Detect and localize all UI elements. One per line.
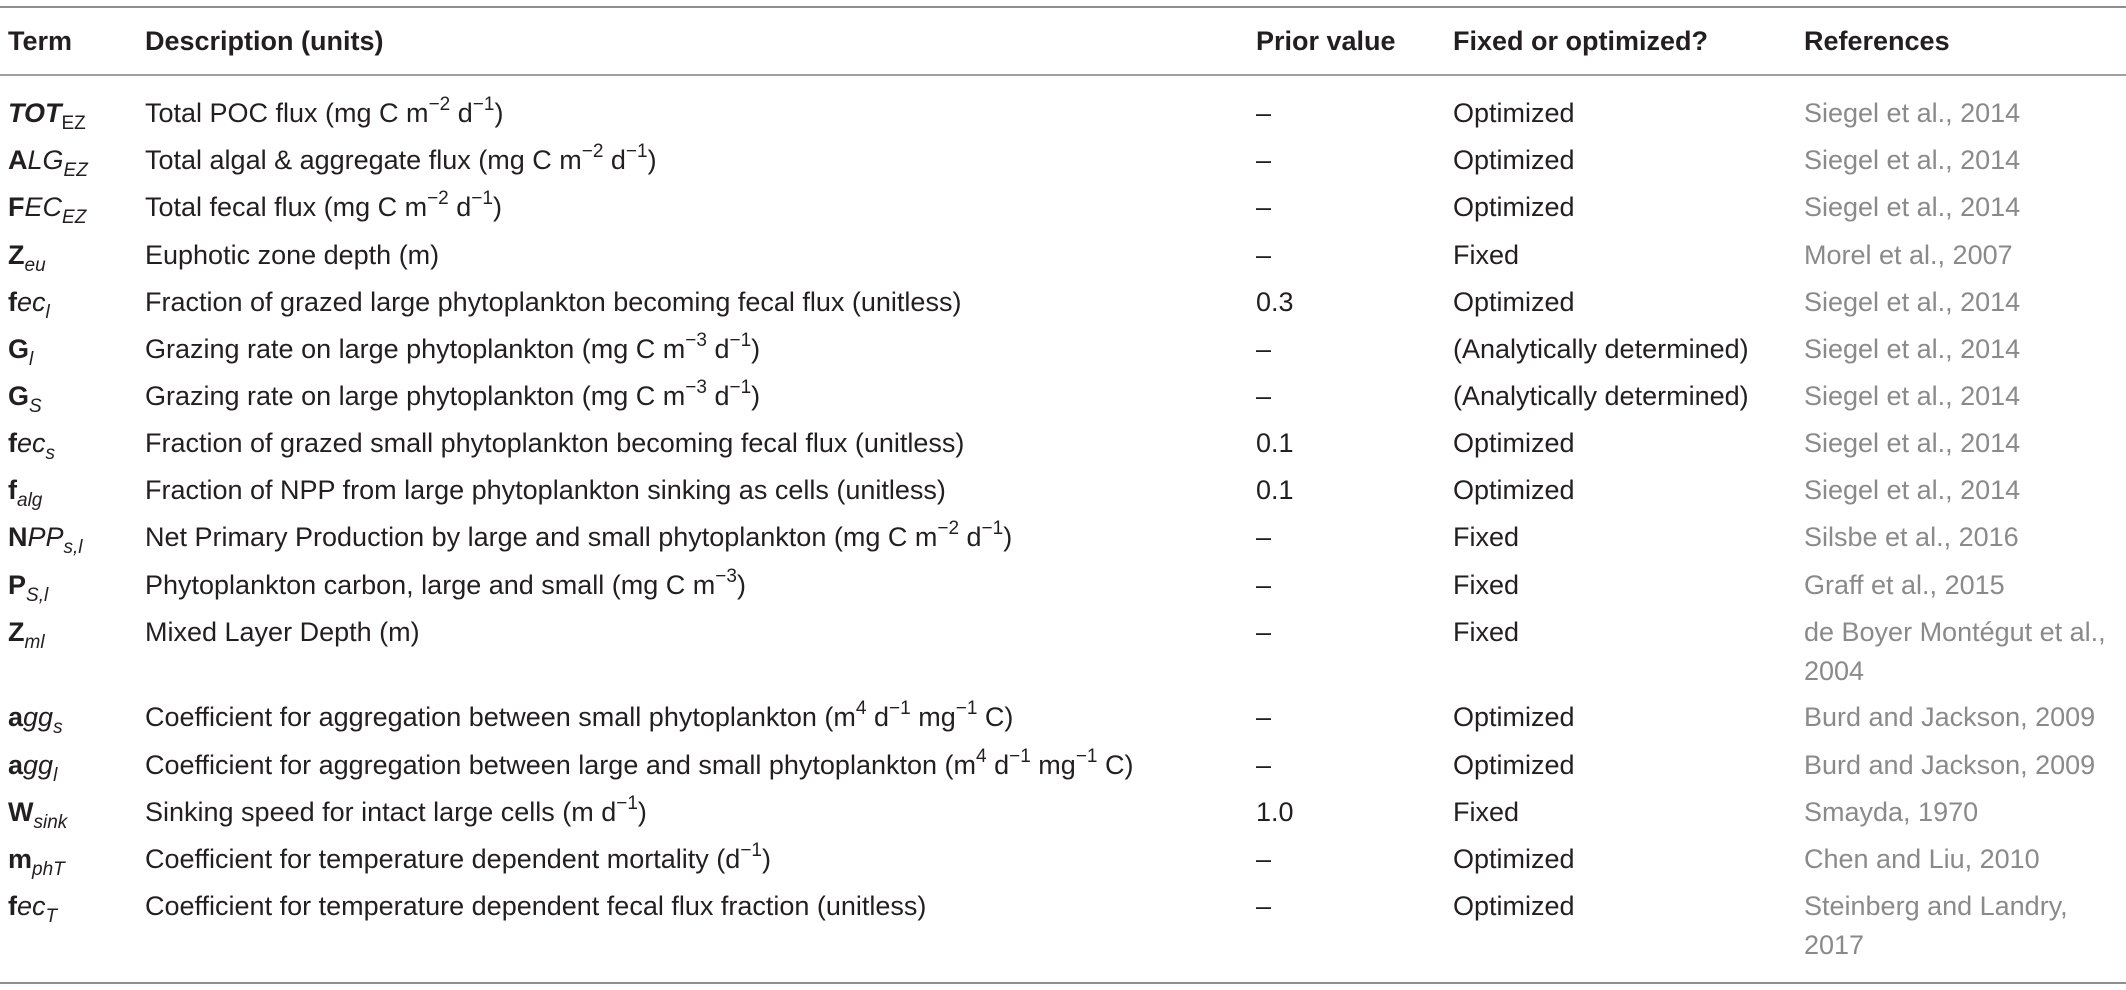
term-subscript: S: [29, 396, 42, 417]
term-symbol: P: [8, 570, 27, 600]
prior-value-cell: 0.1: [1256, 475, 1294, 505]
fixed-or-optimized-cell: Optimized: [1453, 98, 1575, 128]
description-text-end: ): [1003, 522, 1013, 552]
prior-value-cell: –: [1256, 145, 1272, 175]
reference-cell: Siegel et al., 2014: [1804, 428, 2021, 458]
description-cell: [145, 424, 964, 463]
term-symbol: f: [8, 475, 17, 505]
fixed-or-optimized-cell: Optimized: [1453, 844, 1575, 874]
term-cell: [8, 613, 45, 652]
reference-cell: Steinberg and Landry, 2017: [1804, 891, 2068, 960]
description-cell: [145, 94, 503, 133]
term-cell: [8, 840, 65, 879]
unit-superscript: −1: [889, 698, 911, 719]
description-text-mid: ): [637, 797, 647, 827]
description-cell: [145, 746, 1133, 785]
description-text: Total algal & aggregate flux (mg C m: [145, 145, 582, 175]
prior-value-cell: 0.1: [1256, 428, 1294, 458]
reference-cell: Siegel et al., 2014: [1804, 98, 2021, 128]
term-cell: [8, 283, 50, 322]
description-text-mid: d: [706, 381, 730, 411]
description-text: Coefficient for temperature dependent fecal flux fraction (unitless): [145, 891, 927, 921]
term-subscript: EZ: [63, 160, 88, 181]
term-subscript: ml: [24, 632, 45, 653]
reference-cell: Smayda, 1970: [1804, 797, 1979, 827]
term-subscript: sink: [33, 812, 68, 833]
description-cell: [145, 141, 657, 180]
description-text: Fraction of NPP from large phytoplankton sinking as cells (unitless): [145, 475, 946, 505]
unit-superscript: −1: [471, 188, 493, 209]
description-text: Sinking speed for intact large cells (m d: [145, 797, 617, 827]
description-text: Euphotic zone depth (m): [145, 240, 440, 270]
unit-superscript: −1: [981, 518, 1004, 539]
term-cell: [8, 887, 57, 926]
prior-value-cell: –: [1256, 570, 1272, 600]
unit-superscript: −1: [472, 94, 495, 115]
description-text-mid: d: [959, 522, 982, 552]
fixed-or-optimized-cell: Optimized: [1453, 475, 1575, 505]
description-text: Net Primary Production by large and small phytoplankton (mg C m: [145, 522, 938, 552]
term-symbol-rest: LG: [27, 145, 64, 175]
term-symbol: A: [8, 145, 28, 175]
header-term: Term: [8, 26, 73, 56]
fixed-or-optimized-cell: (Analytically determined): [1453, 381, 1749, 411]
term-cell: [8, 330, 33, 369]
prior-value-cell: –: [1256, 750, 1272, 780]
reference-cell: Siegel et al., 2014: [1804, 287, 2021, 317]
description-text: Phytoplankton carbon, large and small (mg C m: [145, 570, 716, 600]
description-text-mid: d: [603, 145, 626, 175]
prior-value-cell: –: [1256, 334, 1272, 364]
description-text-mid: d: [986, 750, 1010, 780]
fixed-or-optimized-cell: Optimized: [1453, 702, 1575, 732]
term-symbol-rest: ec: [17, 428, 46, 458]
fixed-or-optimized-cell: Optimized: [1453, 145, 1575, 175]
term-cell: [8, 566, 48, 605]
prior-value-cell: –: [1256, 240, 1272, 270]
header-description: Description (units): [145, 26, 384, 56]
unit-superscript: −3: [685, 330, 707, 351]
reference-cell: Burd and Jackson, 2009: [1804, 750, 2096, 780]
table-top-rule: [0, 6, 2126, 8]
unit-superscript: −3: [715, 566, 737, 587]
term-cell: [8, 236, 46, 275]
description-cell: [145, 566, 746, 605]
description-cell: [145, 793, 647, 832]
table-header-rule: [0, 74, 2126, 76]
term-symbol: G: [8, 381, 30, 411]
prior-value-cell: –: [1256, 844, 1272, 874]
description-text-mid: d: [706, 334, 730, 364]
description-text-end: $mg^{-1}$ C): [910, 698, 1014, 732]
term-cell: [8, 377, 42, 416]
description-text-end: $mg^{-1}$ C): [1030, 746, 1134, 780]
description-text-mid: d: [448, 192, 472, 222]
description-text-end: ): [494, 98, 504, 128]
term-symbol: m: [8, 844, 33, 874]
term-symbol-rest: PP: [27, 522, 64, 552]
prior-value-cell: –: [1256, 522, 1272, 552]
term-cell: [8, 698, 63, 737]
unit-superscript: −1: [625, 141, 648, 162]
reference-cell: Siegel et al., 2014: [1804, 381, 2021, 411]
prior-value-cell: –: [1256, 702, 1272, 732]
term-cell: [8, 188, 86, 227]
term-symbol: W: [8, 797, 34, 827]
term-cell: [8, 471, 42, 510]
fixed-or-optimized-cell: (Analytically determined): [1453, 334, 1749, 364]
term-cell: [8, 746, 57, 785]
prior-value-cell: 0.3: [1256, 287, 1294, 317]
term-subscript: l: [53, 765, 58, 786]
description-text: Grazing rate on large phytoplankton (mg C m: [145, 381, 686, 411]
fixed-or-optimized-cell: Optimized: [1453, 192, 1575, 222]
header-fixed-or-optimized: Fixed or optimized?: [1453, 26, 1709, 56]
term-symbol: N: [8, 522, 28, 552]
reference-cell: Morel et al., 2007: [1804, 240, 2013, 270]
term-subscript: T: [45, 906, 58, 927]
term-subscript: EZ: [62, 207, 87, 228]
term-subscript: s: [45, 443, 56, 464]
description-cell: [145, 518, 1012, 557]
description-cell: [145, 236, 439, 275]
term-subscript: s,l: [63, 537, 83, 558]
term-subscript: eu: [24, 255, 46, 276]
prior-value-cell: –: [1256, 192, 1272, 222]
unit-superscript: 4: [855, 698, 867, 719]
term-symbol: Z: [8, 240, 25, 270]
term-subscript: s: [53, 717, 63, 738]
fixed-or-optimized-cell: Fixed: [1453, 240, 1520, 270]
description-text-mid: d: [866, 702, 890, 732]
fixed-or-optimized-cell: Optimized: [1453, 750, 1575, 780]
term-subscript: alg: [17, 490, 43, 511]
term-symbol: G: [8, 334, 30, 364]
term-symbol-rest: ec: [17, 287, 46, 317]
fixed-or-optimized-cell: Fixed: [1453, 617, 1520, 647]
fixed-or-optimized-cell: Fixed: [1453, 797, 1520, 827]
term-symbol-rest: gg: [23, 702, 54, 732]
description-cell: [145, 283, 961, 322]
description-text: Coefficient for aggregation between small phytoplankton (m: [145, 702, 856, 732]
description-text: Fraction of grazed large phytoplankton becoming fecal flux (unitless): [145, 287, 962, 317]
term-symbol-rest: ec: [17, 891, 46, 921]
reference-cell: Siegel et al., 2014: [1804, 334, 2021, 364]
term-cell: [8, 518, 83, 557]
fixed-or-optimized-cell: Optimized: [1453, 287, 1575, 317]
prior-value-cell: –: [1256, 381, 1272, 411]
fixed-or-optimized-cell: Fixed: [1453, 522, 1520, 552]
term-subscript: l: [29, 349, 34, 370]
description-text: Grazing rate on large phytoplankton (mg C m: [145, 334, 686, 364]
term-symbol: f: [8, 287, 17, 317]
description-text-end: ): [751, 334, 761, 364]
term-subscript: l: [45, 302, 50, 323]
description-text-mid: ): [762, 844, 771, 874]
term-cell: [8, 141, 88, 180]
term-symbol: f: [8, 428, 17, 458]
description-cell: [145, 188, 502, 227]
description-text: Mixed Layer Depth (m): [145, 617, 420, 647]
term-symbol-rest: gg: [23, 750, 54, 780]
description-text-end: ): [647, 145, 657, 175]
term-subscript: phT: [32, 859, 65, 880]
term-symbol: Z: [8, 617, 25, 647]
description-text: Coefficient for aggregation between large and small phytoplankton (m: [145, 750, 977, 780]
fixed-or-optimized-cell: Fixed: [1453, 570, 1520, 600]
header-prior-value: Prior value: [1256, 26, 1396, 56]
description-text-end: ): [492, 192, 502, 222]
description-cell: [145, 840, 771, 879]
description-cell: [145, 613, 420, 652]
unit-superscript: −3: [685, 377, 707, 398]
term-cell: [8, 424, 55, 463]
description-text-mid: ): [736, 570, 746, 600]
term-cell: [8, 793, 67, 832]
description-cell: [145, 471, 946, 510]
unit-superscript: −2: [427, 188, 449, 209]
reference-cell: de Boyer Montégut et al., 2004: [1804, 617, 2106, 686]
description-cell: [145, 887, 926, 926]
fixed-or-optimized-cell: Optimized: [1453, 428, 1575, 458]
description-text: Coefficient for temperature dependent mortality (d: [145, 844, 741, 874]
unit-superscript: −1: [1009, 746, 1031, 767]
unit-superscript: −2: [581, 141, 604, 162]
term-symbol-rest: EC: [24, 192, 63, 222]
fixed-or-optimized-cell: Optimized: [1453, 891, 1575, 921]
description-text-end: ): [751, 381, 761, 411]
unit-superscript: −1: [729, 377, 752, 398]
unit-superscript: −1: [740, 840, 762, 861]
description-cell: [145, 330, 760, 369]
unit-superscript: −2: [937, 518, 960, 539]
unit-superscript: −1: [729, 330, 752, 351]
prior-value-cell: –: [1256, 98, 1272, 128]
term-symbol: F: [8, 192, 25, 222]
term-subscript: S,l: [26, 585, 49, 606]
unit-superscript: −1: [616, 793, 638, 814]
description-text: Total fecal flux (mg C m: [145, 192, 428, 222]
term-cell: [8, 94, 86, 133]
reference-cell: Siegel et al., 2014: [1804, 475, 2021, 505]
header-references: References: [1804, 26, 1950, 56]
description-cell: [145, 377, 760, 416]
prior-value-cell: –: [1256, 891, 1272, 921]
description-text: Fraction of grazed small phytoplankton becoming fecal flux (unitless): [145, 428, 965, 458]
reference-cell: Siegel et al., 2014: [1804, 145, 2021, 175]
description-text-mid: d: [450, 98, 473, 128]
term-symbol: a: [8, 702, 24, 732]
reference-cell: Siegel et al., 2014: [1804, 192, 2021, 222]
prior-value-cell: 1.0: [1256, 797, 1294, 827]
term-symbol: f: [8, 891, 17, 921]
term-symbol: a: [8, 750, 24, 780]
reference-cell: Graff et al., 2015: [1804, 570, 2005, 600]
description-cell: [145, 698, 1013, 737]
description-text: Total POC flux (mg C m: [145, 98, 429, 128]
unit-superscript: −2: [428, 94, 451, 115]
unit-superscript: 4: [976, 746, 987, 767]
term-subscript: EZ: [61, 113, 86, 134]
table-bottom-rule: [0, 982, 2126, 984]
prior-value-cell: –: [1256, 617, 1272, 647]
term-symbol: TOT: [8, 98, 62, 128]
reference-cell: Silsbe et al., 2016: [1804, 522, 2019, 552]
reference-cell: Chen and Liu, 2010: [1804, 844, 2040, 874]
reference-cell: Burd and Jackson, 2009: [1804, 702, 2096, 732]
